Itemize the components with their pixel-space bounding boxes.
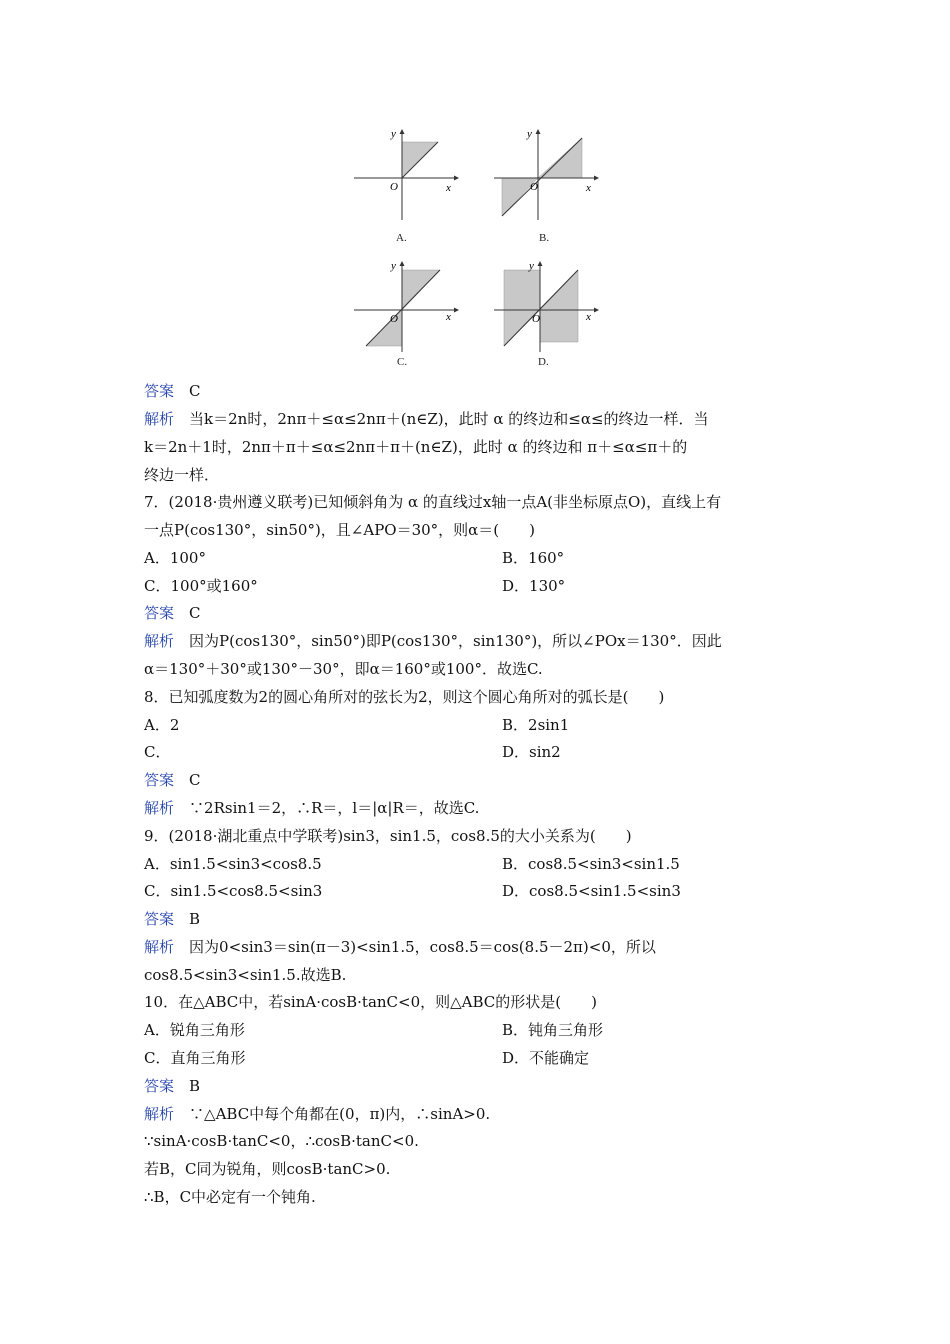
q7-option-a: A．100° [144,549,206,567]
answer-value: C [189,771,201,789]
x-axis-label: x [586,182,591,194]
y-axis-label: y [527,128,532,140]
origin-label: O [530,181,538,193]
answer-label: 答案 [144,604,175,622]
q8-option-c: C． [144,743,171,761]
answer-value: C [189,382,201,400]
answer-label: 答案 [144,910,175,928]
q10-stem-1: 10．在△ABC中，若sinA·cosB·tanC<0，则△ABC的形状是( ) [144,993,597,1011]
answer-label: 答案 [144,1077,175,1095]
analysis-label: 解析 [144,1105,175,1123]
figure-a-graph [350,124,460,224]
figure-a-caption: A. [396,232,407,244]
q7-option-b: B．160° [502,549,565,567]
analysis-text: 因为P(cos130°，sin50°)即P(cos130°，sin130°)，所以∠POx＝130°．因此 [189,632,722,650]
q8-stem-1: 8．已知弧度数为2的圆心角所对的弦长为2，则这个圆心角所对的弧长是( ) [144,688,665,706]
figure-c [350,256,460,356]
figure-b [490,124,600,224]
y-axis-label: y [391,128,396,140]
figure-b-graph [490,124,600,224]
answer-label: 答案 [144,382,175,400]
q9-option-c: C．sin1.5<cos8.5<sin3 [144,882,323,900]
origin-label: O [532,313,540,325]
q9-answer [144,909,200,929]
q10-option-d: D．不能确定 [502,1049,590,1067]
q6-analysis-3: 终边一样． [144,466,220,484]
figure-a [350,124,460,224]
q10-analysis-1 [144,1104,490,1124]
figure-d-graph [490,256,600,356]
q8-option-d: D．sin2 [502,743,561,761]
analysis-label: 解析 [144,938,175,956]
q9-option-a: A．sin1.5<sin3<cos8.5 [144,855,322,873]
q7-option-c: C．100°或160° [144,577,258,595]
origin-label: O [390,181,398,193]
q10-analysis-2: ∵sinA·cosB·tanC<0，∴cosB·tanC<0. [144,1132,419,1150]
answer-label: 答案 [144,771,175,789]
analysis-label: 解析 [144,410,175,428]
q9-option-d: D．cos8.5<sin1.5<sin3 [502,882,681,900]
figure-d [490,256,600,356]
answer-value: C [189,604,201,622]
q8-answer [144,770,201,790]
shaded-region-quadrant-2 [504,270,540,310]
q10-option-b: B．钝角三角形 [502,1021,604,1039]
analysis-text: ∵△ABC中每个角都在(0，π)内，∴sinA>0. [189,1105,491,1123]
q6-answer [144,381,201,401]
q7-option-d: D．130° [502,577,566,595]
q7-analysis-1 [144,631,722,651]
analysis-text: 当k＝2n时，2nπ＋≤α≤2nπ＋(n∈Z)，此时 α 的终边和≤α≤的终边一样．当 [189,410,709,428]
x-axis-label: x [446,311,451,323]
x-axis-label: x [446,182,451,194]
analysis-label: 解析 [144,632,175,650]
x-axis-label: x [586,311,591,323]
q10-answer [144,1076,200,1096]
q8-analysis-1 [144,798,479,818]
analysis-text: 因为0<sin3＝sin(π－3)<sin1.5，cos8.5＝cos(8.5－2π)<0，所以 [189,938,656,956]
q6-analysis-1 [144,409,709,429]
analysis-text: ∵2Rsin1＝2，∴R＝，l＝|α|R＝，故选C. [189,799,480,817]
y-axis-label: y [391,260,396,272]
q8-option-a: A．2 [144,716,180,734]
q9-analysis-1 [144,937,656,957]
y-axis-label: y [529,260,534,272]
q6-analysis-2: k＝2n＋1时，2nπ＋π＋≤α≤2nπ＋π＋(n∈Z)，此时 α 的终边和 π＋≤α≤π＋的 [144,438,688,456]
q7-analysis-2: α＝130°＋30°或130°－30°，即α＝160°或100°．故选C. [144,660,543,678]
figure-b-caption: B. [539,232,550,244]
q10-option-a: A．锐角三角形 [144,1021,245,1039]
q10-analysis-3: 若B，C同为锐角，则cosB·tanC>0. [144,1160,391,1178]
shaded-region-right [540,270,578,342]
q9-stem-1: 9．(2018·湖北重点中学联考)sin3，sin1.5，cos8.5的大小关系为( ) [144,827,632,845]
figure-d-caption: D. [538,356,549,368]
q10-analysis-4: ∴B，C中必定有一个钝角. [144,1188,316,1206]
q7-answer [144,603,201,623]
figure-c-graph [350,256,460,356]
q8-option-b: B．2sin1 [502,716,570,734]
figure-c-caption: C. [397,356,408,368]
q10-option-c: C．直角三角形 [144,1049,246,1067]
origin-label: O [390,313,398,325]
answer-value: B [189,910,201,928]
q7-stem-2: 一点P(cos130°，sin50°)，且∠APO＝30°，则α＝( ) [144,521,536,539]
answer-value: B [189,1077,201,1095]
q7-stem-1: 7．(2018·贵州遵义联考)已知倾斜角为 α 的直线过x轴一点A(非坐标原点O)，直线上有 [144,493,722,511]
analysis-label: 解析 [144,799,175,817]
q9-analysis-2: cos8.5<sin3<sin1.5.故选B. [144,966,347,984]
q9-option-b: B．cos8.5<sin3<sin1.5 [502,855,680,873]
